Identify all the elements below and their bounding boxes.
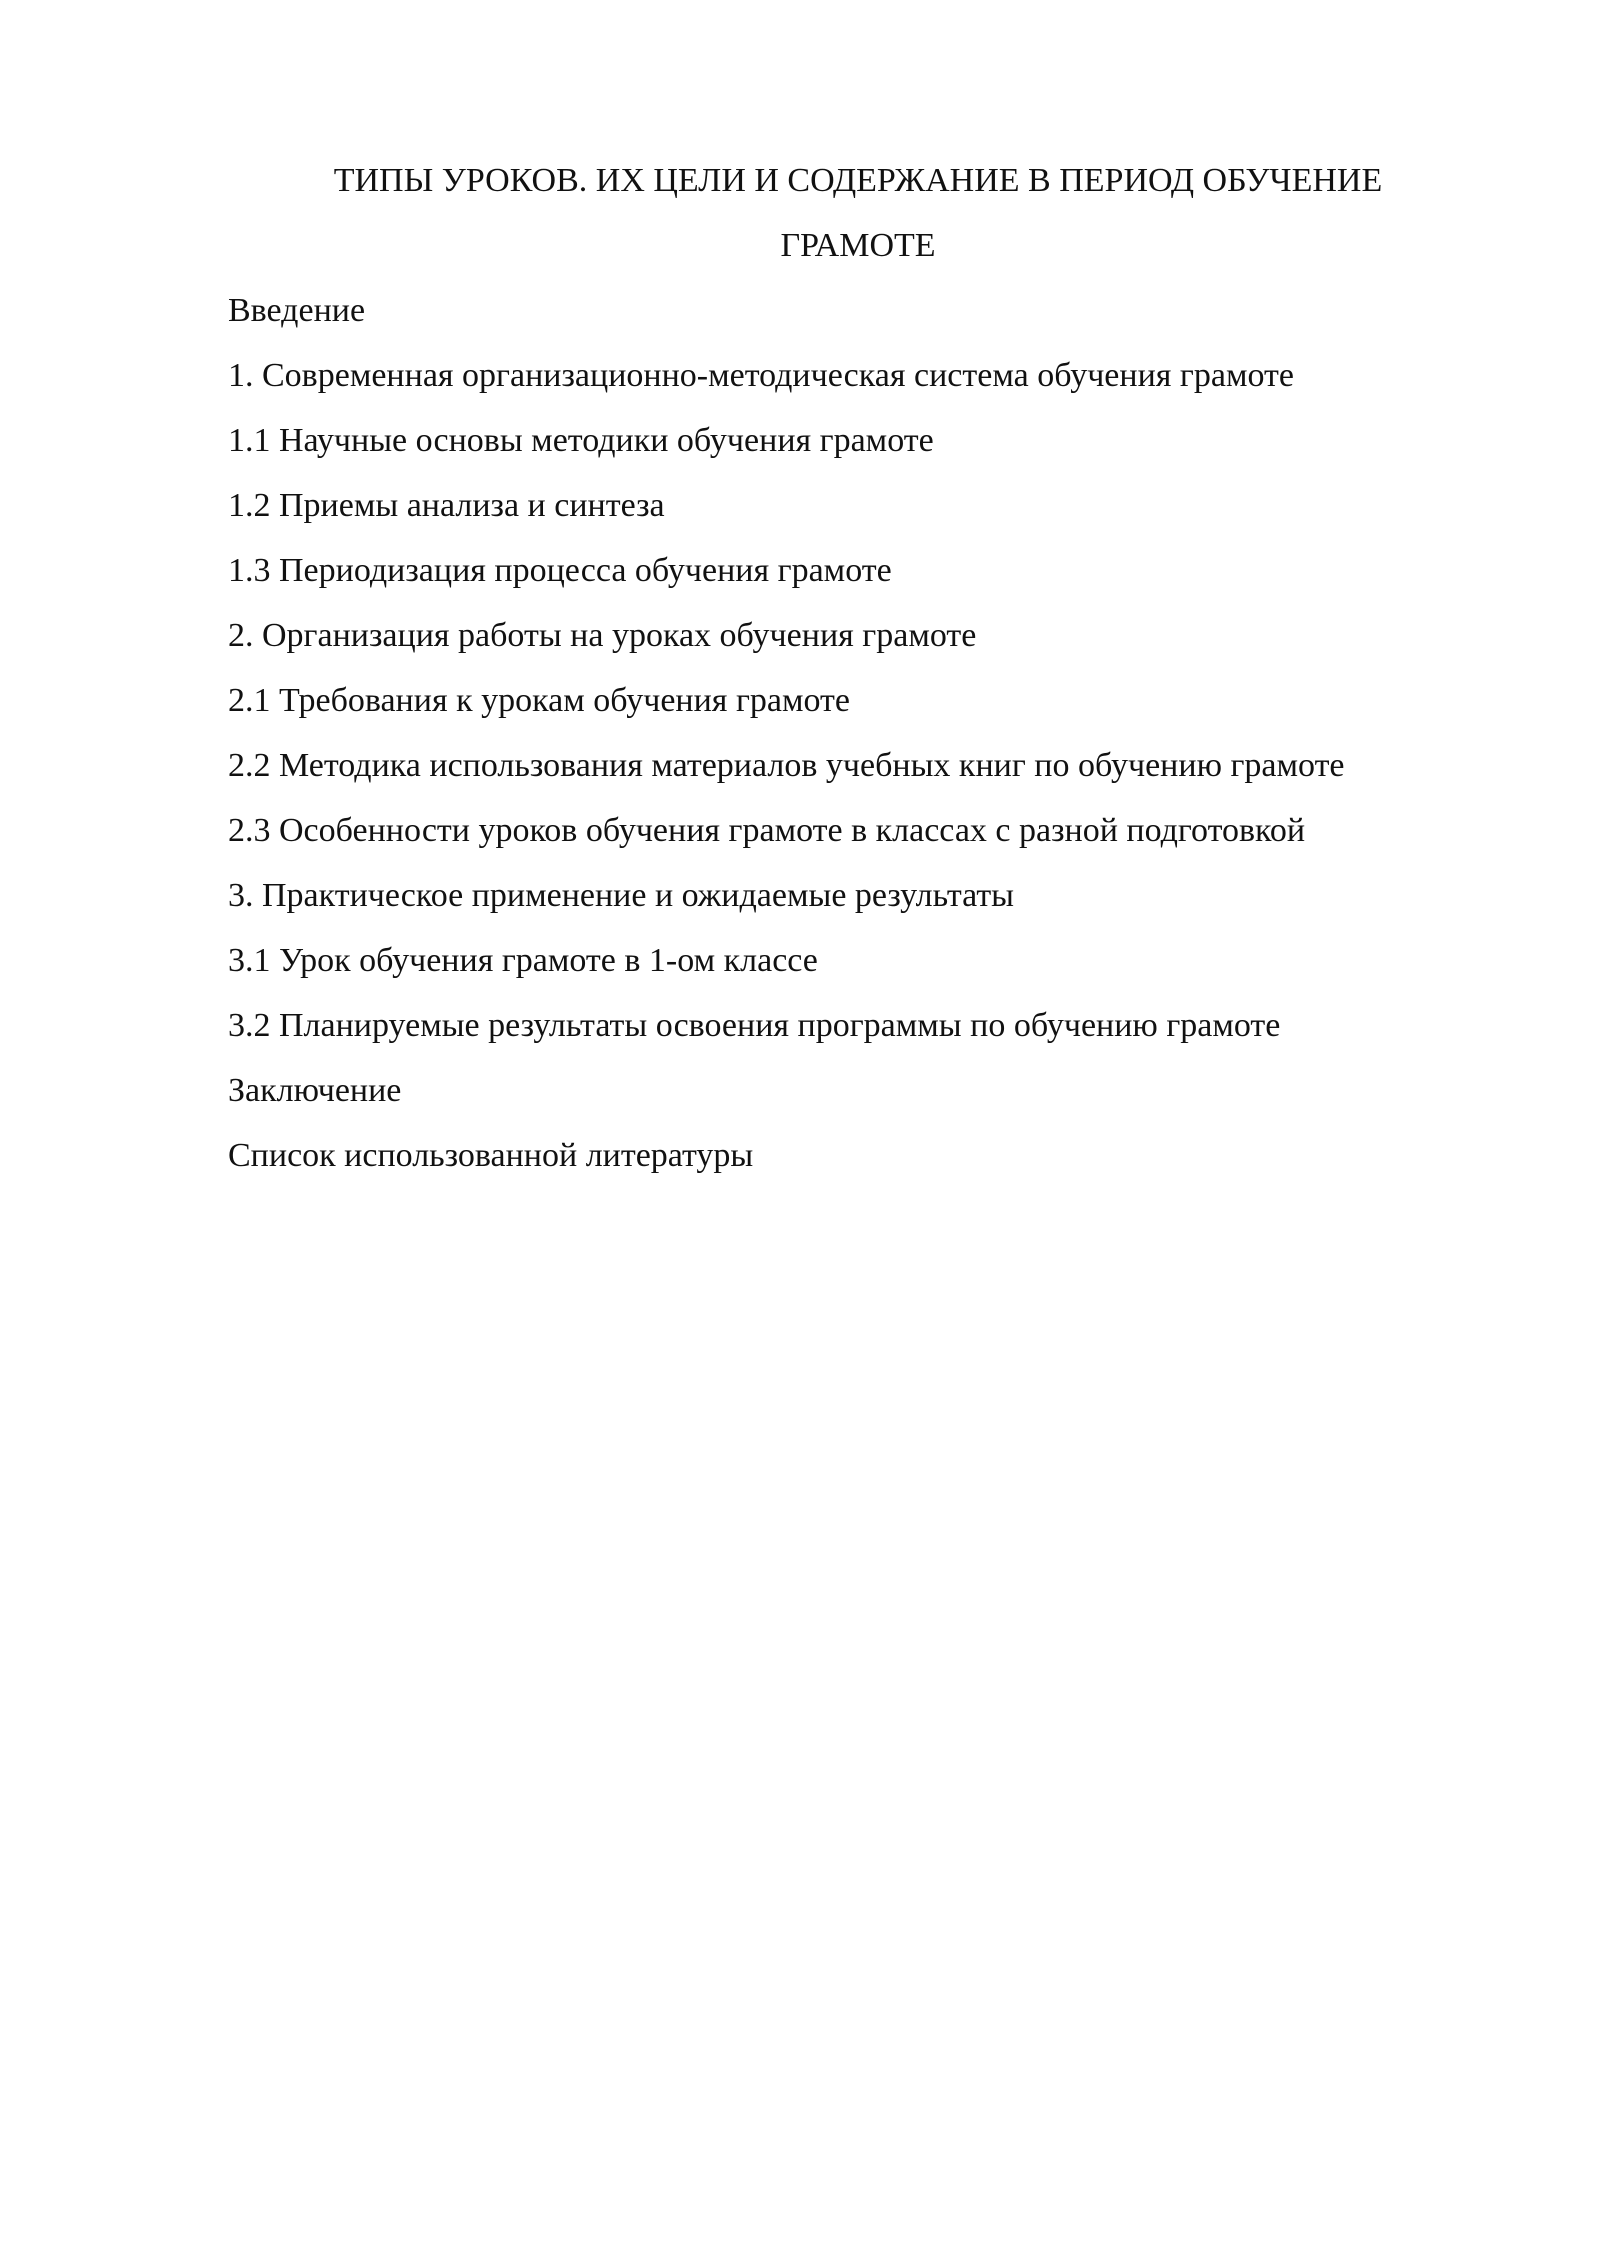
toc-chapter-2: 2. Организация работы на уроках обучения грамоте (228, 617, 977, 654)
toc-conclusion: Заключение (228, 1072, 402, 1109)
toc-chapter-1: 1. Современная организационно-методическая система обучения грамоте (228, 357, 1294, 394)
toc-bibliography: Список использованной литературы (228, 1137, 754, 1174)
title-line-2: ГРАМОТЕ (780, 227, 936, 264)
toc-section-1-3: 1.3 Периодизация процесса обучения грамоте (228, 552, 892, 589)
toc-section-3-1: 3.1 Урок обучения грамоте в 1-ом классе (228, 942, 818, 979)
toc-section-2-1: 2.1 Требования к урокам обучения грамоте (228, 682, 850, 719)
toc-section-3-2: 3.2 Планируемые результаты освоения программы по обучению грамоте (228, 1007, 1281, 1044)
document-title (228, 148, 1488, 278)
toc-section-2-3: 2.3 Особенности уроков обучения грамоте в классах с разной подготовкой (228, 812, 1306, 849)
document-body (228, 148, 1488, 1188)
toc-introduction: Введение (228, 292, 366, 329)
toc-chapter-3: 3. Практическое применение и ожидаемые результаты (228, 877, 1015, 914)
toc-section-2-2: 2.2 Методика использования материалов учебных книг по обучению грамоте (228, 747, 1345, 784)
toc-section-1-2: 1.2 Приемы анализа и синтеза (228, 487, 665, 524)
title-line-1: ТИПЫ УРОКОВ. ИХ ЦЕЛИ И СОДЕРЖАНИЕ В ПЕРИОД ОБУЧЕНИЕ (333, 162, 1383, 199)
table-of-contents (228, 278, 1488, 1188)
toc-section-1-1: 1.1 Научные основы методики обучения грамоте (228, 422, 934, 459)
